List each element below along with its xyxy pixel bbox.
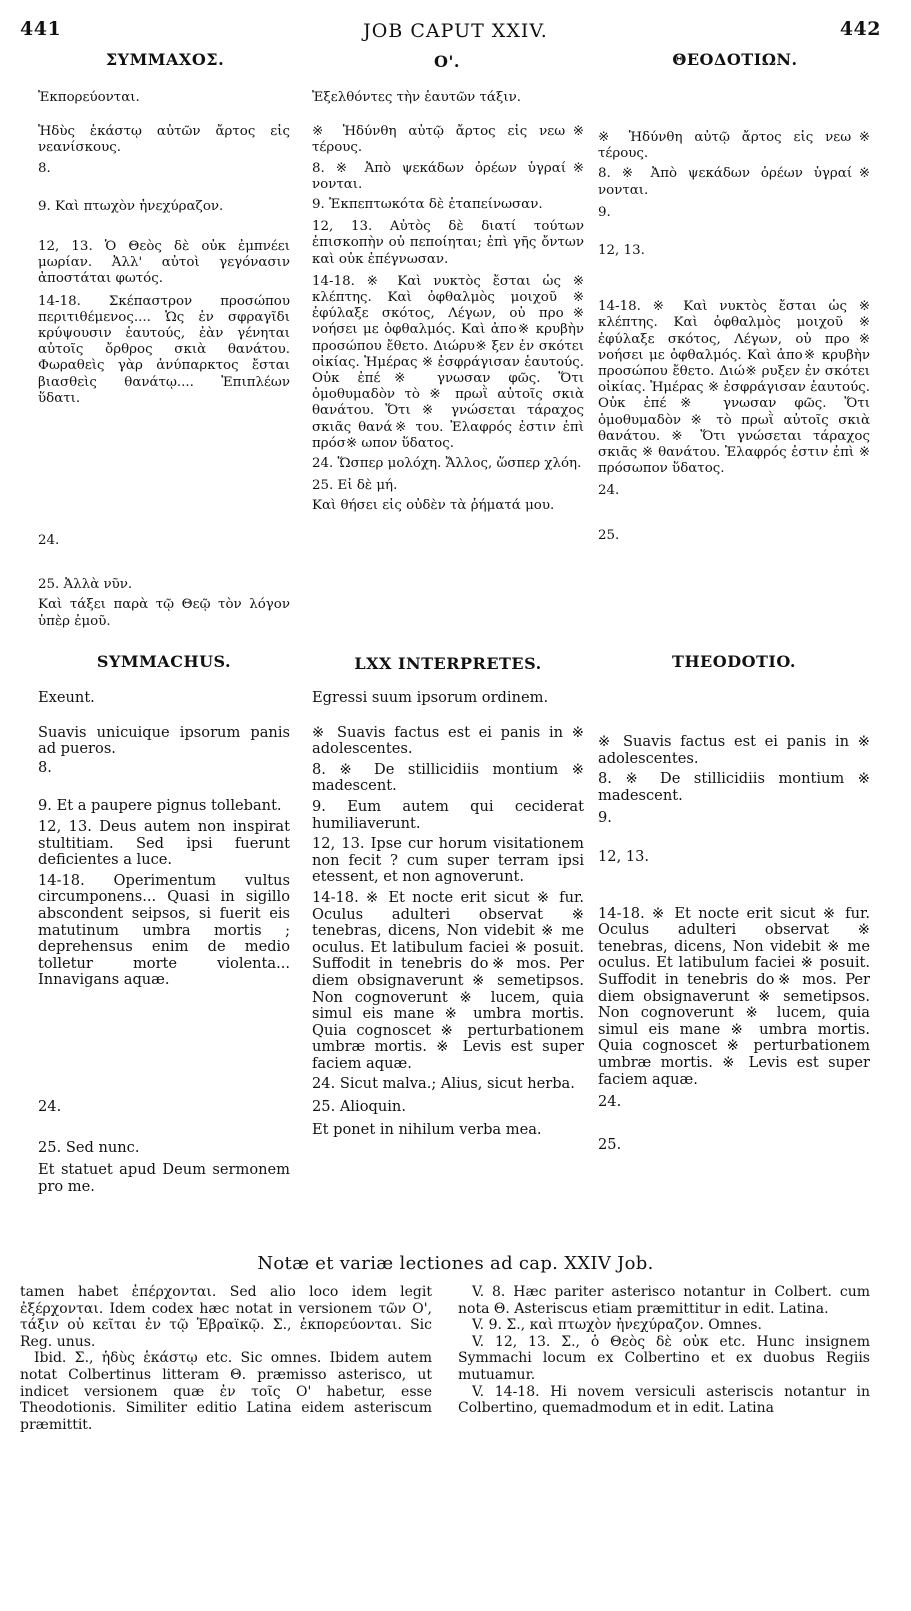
notes-right-column xyxy=(458,1284,870,1417)
latin-theo-para-2: 9. xyxy=(598,809,612,827)
greek-lxx-para-0: Ἐξελθόντες τὴν ἑαυτῶν τάξιν. xyxy=(312,90,521,105)
note-right-0: V. 8. Hæc pariter asterisco notantur in Colbert. cum nota Θ. Asteriscus etiam præmittitur in edit. Latina. xyxy=(458,1284,870,1317)
greek-lxx-para-4: 12, 13. Αὐτὸς δὲ διατί τούτων ἐπισκοπὴν οὐ πεποίηται; ἐπὶ γῆς ὄντων καὶ οὐκ ἐπέγνωσαν. xyxy=(312,219,584,267)
latin-lxx-para-2: 8. ※ De stillicidiis montium ※ madescent. xyxy=(312,760,584,795)
note-right-1: V. 9. Σ., καὶ πτωχὸν ἠνεχύραζον. Omnes. xyxy=(472,1317,762,1334)
latin-title-symmachus: SYMMACHUS. xyxy=(96,652,232,671)
note-right-2: V. 12, 13. Σ., ὁ Θεὸς δὲ οὐκ etc. Hunc insignem Symmachi locum ex Colbertino et ex duobus Regiis mutuamur. xyxy=(458,1333,870,1383)
greek-theo-para-1: 8. ※ Ἀπὸ ψεκάδων ὀρέων ὑγραί※ νονται. xyxy=(598,166,870,198)
latin-lxx-para-7: 25. Alioquin. xyxy=(312,1098,406,1116)
latin-theo-para-5: 24. xyxy=(598,1093,622,1111)
latin-sym-para-0: Exeunt. xyxy=(38,689,95,706)
greek-lxx-column xyxy=(312,90,584,515)
note-right-3: V. 14-18. Hi novem versiculi asteriscis notantur in Colbertino, quemadmodum et in edit. Latina xyxy=(458,1383,870,1417)
latin-theo-para-0: ※ Suavis factus est ei panis in ※ adolescentes. xyxy=(598,733,870,767)
notes-left-column xyxy=(20,1284,432,1433)
latin-sym-para-6: 24. xyxy=(38,1097,62,1115)
latin-sym-para-2: 8. xyxy=(38,758,52,776)
running-title: JOB CAPUT XXIV. xyxy=(363,20,548,42)
note-left-0: tamen habet ἐπέρχονται. Sed alio loco idem legit ἐξέρχονται. Idem codex hæc notat in versionem τῶν Ο', τάξιν οὐ κεῖται ἐν τῷ Ἑβραϊκῷ. Σ., ἐκπορεύονται. Sic Reg. unus. xyxy=(20,1284,432,1350)
greek-theo-para-0: ※ Ἡδύνθη αὐτῷ ἄρτος εἰς νεω※ τέρους. xyxy=(598,130,870,162)
latin-symmachus-column xyxy=(38,690,290,1195)
greek-sym-para-4: 12, 13. Ὁ Θεὸς δὲ οὐκ ἐμπνέει μωρίαν. Ἀλλ' αὐτοὶ γεγόνασιν ἀποστάται φωτός. xyxy=(38,239,290,287)
greek-lxx-para-1: ※ Ἡδύνθη αὐτῷ ἄρτος εἰς νεω※ τέρους. xyxy=(312,124,584,156)
latin-theo-para-4: 14-18. ※ Et nocte erit sicut ※ fur. Oculus adulteri observat ※ tenebras, dicens, Non videbit ※ me oculus. Et latibulum faciei ※ posuit. Suffodit in tenebris do※ mos. Per diem obsignaverunt ※ semetipsos. Non cognoverunt ※ lucem, quia simul eis mane ※ umbra mortis. Quia cognoscet ※ perturbationem umbræ mortis. ※ Levis est super faciem aquæ. xyxy=(598,904,870,1088)
greek-theo-para-2: 9. xyxy=(598,204,611,220)
latin-theo-para-1: 8. ※ De stillicidiis montium ※ madescent. xyxy=(598,770,870,804)
latin-sym-para-1: Suavis unicuique ipsorum panis ad pueros. xyxy=(38,723,290,758)
greek-sym-para-1: Ἡδὺς ἑκάστῳ αὐτῶν ἄρτος εἰς νεανίσκους. xyxy=(38,124,290,156)
latin-lxx-para-8: Et ponet in nihilum verba mea. xyxy=(312,1120,542,1138)
greek-lxx-para-3: 9. Ἐκπεπτωκότα δὲ ἐταπείνωσαν. xyxy=(312,197,543,213)
greek-lxx-para-6: 24. Ὥσπερ μολόχη. Ἄλλος, ὥσπερ χλόη. xyxy=(312,456,582,472)
latin-lxx-para-0: Egressi suum ipsorum ordinem. xyxy=(312,689,549,706)
greek-sym-para-2: 8. xyxy=(38,160,51,176)
latin-title-lxx: LXX INTERPRETES. xyxy=(354,654,542,673)
latin-lxx-column xyxy=(312,690,584,1138)
latin-lxx-para-5: 14-18. ※ Et nocte erit sicut ※ fur. Oculus adulteri observat ※ tenebras, dicens, Non videbit ※ me oculus. Et latibulum faciei ※ posuit. Suffodit in tenebris do※ mos. Per diem obsignaverunt ※ semetipsos. Non cognoverunt ※ lucem, quia simul eis mane ※ umbra mortis. Quia cognoscet ※ perturbationem umbræ mortis. ※ Levis est super faciem aquæ. xyxy=(312,888,584,1072)
greek-sym-para-5: 14-18. Σκέπαστρον προσώπου περιτιθέμενος.... Ὡς ἐν σφραγῖδι κρύψουσιν ἑαυτούς, ἐὰν γένηται αὐτοῖς ὄρθρος σκιὰ θανάτου. Φωραθεὶς γὰρ ἀνύπαρκτος ἔσται βιασθεὶς θανάτῳ.... Ἐπιπλέων ὕδατι. xyxy=(38,293,290,406)
latin-sym-para-5: 14-18. Operimentum vultus circumponens... Quasi in sigillo abscondent seipsos, si fuerit eis matutinum umbra mortis ; deprehensus enim de medio tolletur morte violenta... Innavigans aquæ. xyxy=(38,871,290,989)
greek-lxx-para-8: Καὶ θήσει εἰς οὐδὲν τὰ ῥήματά μου. xyxy=(312,498,555,514)
greek-sym-para-7: 25. Ἀλλὰ νῦν. xyxy=(38,577,133,593)
latin-lxx-para-6: 24. Sicut malva.; Alius, sicut herba. xyxy=(312,1075,575,1093)
greek-theodotion-column xyxy=(598,130,870,544)
greek-theo-para-6: 25. xyxy=(598,527,620,543)
page-number-left: 441 xyxy=(20,18,62,40)
note-left-1: Ibid. Σ., ἡδὺς ἑκάστῳ etc. Sic omnes. Ibidem autem notat Colbertinus litteram Θ. præmisso asterisco, ut indicet versionem quæ ἐν τοῖς Ο' habetur, esse Theodotionis. Similiter editio Latina eidem asteriscum præmittit. xyxy=(20,1350,432,1433)
latin-theo-para-6: 25. xyxy=(598,1135,622,1153)
latin-lxx-para-3: 9. Eum autem qui ceciderat humiliaverunt. xyxy=(312,797,584,832)
latin-sym-para-8: Et statuet apud Deum sermonem pro me. xyxy=(38,1161,290,1195)
greek-sym-para-8: Καὶ τάξει παρὰ τῷ Θεῷ τὸν λόγον ὑπὲρ ἐμοῦ. xyxy=(38,597,290,629)
greek-theo-para-4: 14-18. ※ Καὶ νυκτὸς ἔσται ὡς ※ κλέπτης. Καὶ ὀφθαλμὸς μοιχοῦ ※ ἐφύλαξε σκότος, Λέγων, οὐ προ※ νοήσει με ὀφθαλμός. Καὶ ἀπο※ κρυβὴν προσώπου ἔθετο. Διώ※ ρυξεν ἐν σκότει οἰκίας. Ἡμέρας ※ ἐσφράγισαν ἑαυτούς. Οὐκ ἐπέ※ γνωσαν φῶς. Ὅτι ὁμοθυμαδὸν ※ τὸ πρωῒ αὐτοῖς σκιὰ θανάτου. ※ Ὅτι γνώσεται τάραχος σκιᾶς ※ θανάτου. Ἐλαφρός ἐστιν ἐπὶ ※ πρόσωπον ὕδατος. xyxy=(598,299,870,477)
latin-sym-para-7: 25. Sed nunc. xyxy=(38,1138,140,1156)
greek-symmachus-column xyxy=(38,90,290,630)
greek-theo-para-3: 12, 13. xyxy=(598,243,645,259)
latin-sym-para-4: 12, 13. Deus autem non inspirat stultitiam. Sed ipsi fuerunt deficientes a luce. xyxy=(38,817,290,869)
greek-title-lxx: Ο'. xyxy=(434,52,460,71)
notes-title: Notæ et variæ lectiones ad cap. XXIV Job. xyxy=(257,1253,654,1274)
greek-theo-para-5: 24. xyxy=(598,483,620,499)
greek-sym-para-6: 24. xyxy=(38,533,60,549)
latin-sym-para-3: 9. Et a paupere pignus tollebant. xyxy=(38,797,282,815)
greek-lxx-para-7: 25. Εἰ δὲ μή. xyxy=(312,478,398,494)
greek-sym-para-0: Ἐκπορεύονται. xyxy=(38,90,140,105)
page-number-right: 442 xyxy=(839,18,881,40)
greek-sym-para-3: 9. Καὶ πτωχὸν ἠνεχύραζον. xyxy=(38,198,224,214)
latin-lxx-para-1: ※ Suavis factus est ei panis in ※ adolescentes. xyxy=(312,723,584,758)
latin-theodotio-column xyxy=(598,734,870,1153)
greek-lxx-para-5: 14-18. ※ Καὶ νυκτὸς ἔσται ὡς ※ κλέπτης. Καὶ ὀφθαλμὸς μοιχοῦ ※ ἐφύλαξε σκότος, Λέγων, οὐ προ※ νοήσει με ὀφθαλμός. Καὶ ἀπο※ κρυβὴν προσώπου ἔθετο. Διώρυ※ ξεν ἐν σκότει οἰκίας. Ἡμέρας ※ ἐσφράγισαν ἑαυτούς. Οὐκ ἐπέ※ γνωσαν φῶς. Ὅτι ὁμοθυμαδὸν τὸ ※ πρωῒ αὐτοῖς σκιὰ θανάτου. Ὅτι ※ γνώσεται τάραχος σκιᾶς θανά※ του. Ἐλαφρός ἐστιν ἐπὶ πρόσ※ ωπον ὕδατος. xyxy=(312,273,584,451)
greek-title-symmachus: ΣΥΜΜΑΧΟΣ. xyxy=(105,50,225,69)
greek-lxx-para-2: 8. ※ Ἀπὸ ψεκάδων ὀρέων ὑγραί※ νονται. xyxy=(312,160,584,192)
latin-lxx-para-4: 12, 13. Ipse cur horum visitationem non fecit ? cum super terram ipsi etessent, et non agnoverunt. xyxy=(312,835,584,886)
latin-theo-para-3: 12, 13. xyxy=(598,847,650,865)
latin-title-theodotio: THEODOTIO. xyxy=(672,652,796,671)
greek-title-theodotion: ΘΕΟΔΟΤΙΩΝ. xyxy=(672,50,798,69)
